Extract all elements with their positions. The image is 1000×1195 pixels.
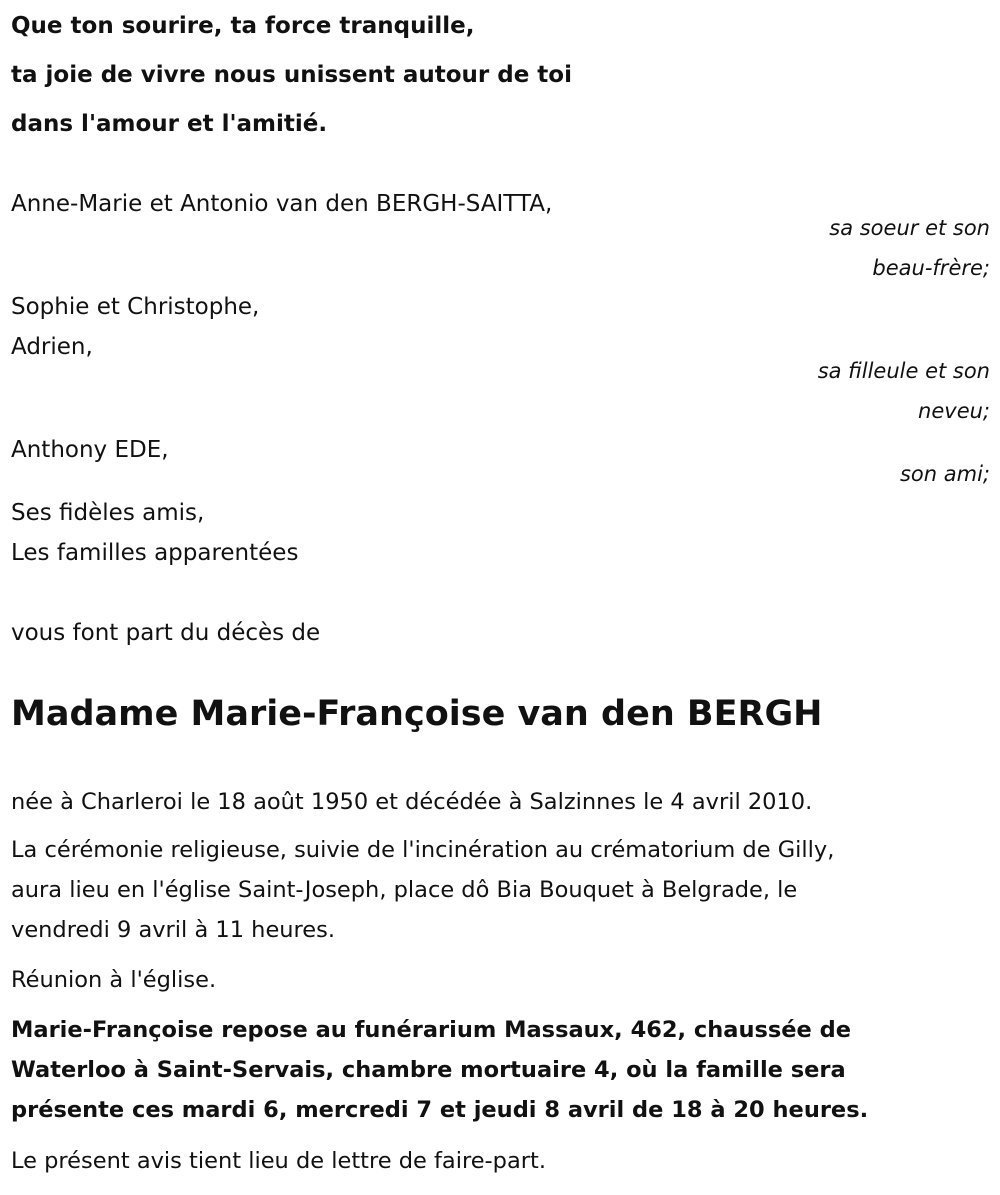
- relation-line: beau-frère;: [872, 256, 990, 280]
- reunion-text: Réunion à l'église.: [11, 967, 217, 993]
- closing-text: Le présent avis tient lieu de lettre de faire-part.: [11, 1148, 546, 1174]
- relation-ami: son ami;: [899, 462, 990, 486]
- friends-line: Ses fidèles amis,: [11, 500, 205, 526]
- funerarium-line: présente ces mardi 6, mercredi 7 et jeudi 8 avril de 18 à 20 heures.: [11, 1097, 869, 1123]
- relation-line: sa soeur et son: [829, 216, 990, 240]
- deceased-title: Madame Marie-Françoise van den BERGH: [11, 694, 823, 734]
- birth-death-text: née à Charleroi le 18 août 1950 et décédée à Salzinnes le 4 avril 2010.: [11, 789, 813, 815]
- poem-line: Que ton sourire, ta force tranquille,: [11, 13, 475, 39]
- relation-line: sa filleule et son: [817, 359, 990, 383]
- family-name-anne-marie: Anne-Marie et Antonio van den BERGH-SAITTA,: [11, 191, 553, 217]
- ceremony-line: vendredi 9 avril à 11 heures.: [11, 917, 336, 943]
- family-name-anthony: Anthony EDE,: [11, 437, 169, 463]
- families-line: Les familles apparentées: [11, 540, 299, 566]
- funerarium-paragraph: [11, 1010, 986, 1130]
- relation-filleule: [818, 351, 990, 431]
- intro-text: vous font part du décès de: [11, 620, 321, 646]
- ceremony-line: aura lieu en l'église Saint-Joseph, place dô Bia Bouquet à Belgrade, le: [11, 877, 798, 903]
- family-name-sophie: Sophie et Christophe,: [11, 294, 260, 320]
- ceremony-line: La cérémonie religieuse, suivie de l'incinération au crématorium de Gilly,: [11, 837, 835, 863]
- relation-soeur: [829, 208, 990, 288]
- poem-line: ta joie de vivre nous unissent autour de toi: [11, 62, 572, 88]
- relation-line: neveu;: [918, 399, 990, 423]
- funerarium-line: Marie-Françoise repose au funérarium Massaux, 462, chaussée de: [11, 1017, 851, 1043]
- funerarium-line: Waterloo à Saint-Servais, chambre mortuaire 4, où la famille sera: [11, 1057, 846, 1083]
- poem-line: dans l'amour et l'amitié.: [11, 111, 328, 137]
- ceremony-paragraph: [11, 830, 986, 950]
- family-name-adrien: Adrien,: [11, 334, 93, 360]
- poem: [11, 11, 572, 139]
